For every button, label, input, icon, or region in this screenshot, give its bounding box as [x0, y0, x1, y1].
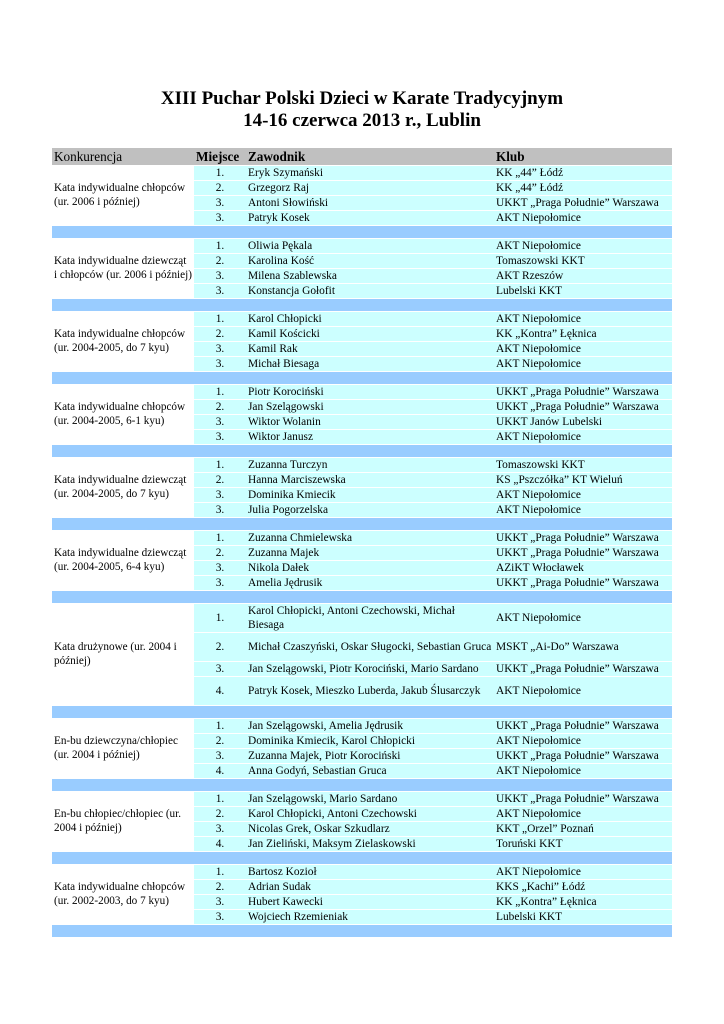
competitor-cell: Zuzanna Turczyn	[246, 458, 494, 473]
separator-bar	[52, 591, 672, 604]
competitor-cell: Hanna Marciszewska	[246, 473, 494, 488]
place-cell: 3.	[194, 430, 246, 445]
competitor-cell: Bartosz Kozioł	[246, 865, 494, 880]
competitor-cell: Kamil Rak	[246, 342, 494, 357]
club-cell: UKKT „Praga Południe” Warszawa	[494, 576, 672, 591]
separator-bar	[52, 372, 672, 385]
table-row	[52, 531, 672, 546]
header-klub: Klub	[494, 148, 672, 166]
table-row	[52, 792, 672, 807]
table-row	[52, 166, 672, 181]
competitor-cell: Zuzanna Chmielewska	[246, 531, 494, 546]
competitor-cell: Jan Zieliński, Maksym Zielaskowski	[246, 837, 494, 852]
competitor-cell: Konstancja Gołofit	[246, 284, 494, 299]
place-cell: 2.	[194, 546, 246, 561]
place-cell: 3.	[194, 357, 246, 372]
separator-bar	[52, 852, 672, 865]
place-cell: 2.	[194, 400, 246, 415]
category-separator	[52, 706, 672, 719]
category-name: Kata indywidualne chłopców (ur. 2004-2005, do 7 kyu)	[52, 312, 194, 372]
competitor-cell: Antoni Słowiński	[246, 196, 494, 211]
place-cell: 3.	[194, 822, 246, 837]
table-row	[52, 865, 672, 880]
competitor-cell: Kamil Kościcki	[246, 327, 494, 342]
place-cell: 2.	[194, 254, 246, 269]
competitor-cell: Patryk Kosek, Mieszko Luberda, Jakub Ślusarczyk	[246, 677, 494, 706]
table-row	[52, 604, 672, 633]
club-cell: KKS „Kachi” Łódź	[494, 880, 672, 895]
club-cell: UKKT „Praga Południe” Warszawa	[494, 719, 672, 734]
competitor-cell: Amelia Jędrusik	[246, 576, 494, 591]
competitor-cell: Grzegorz Raj	[246, 181, 494, 196]
separator-bar	[52, 925, 672, 938]
category-name: Kata indywidualne chłopców (ur. 2006 i później)	[52, 166, 194, 226]
category-separator	[52, 445, 672, 458]
competitor-cell: Zuzanna Majek	[246, 546, 494, 561]
club-cell: UKKT „Praga Południe” Warszawa	[494, 400, 672, 415]
category-name: Kata indywidualne dziewcząt (ur. 2004-2005, 6-4 kyu)	[52, 531, 194, 591]
place-cell: 3.	[194, 211, 246, 226]
table-row	[52, 458, 672, 473]
competitor-cell: Dominika Kmiecik, Karol Chłopicki	[246, 734, 494, 749]
place-cell: 2.	[194, 734, 246, 749]
competitor-cell: Adrian Sudak	[246, 880, 494, 895]
competitor-cell: Nicolas Grek, Oskar Szkudlarz	[246, 822, 494, 837]
competitor-cell: Karol Chłopicki, Antoni Czechowski	[246, 807, 494, 822]
place-cell: 3.	[194, 269, 246, 284]
results-table	[52, 148, 672, 938]
place-cell: 3.	[194, 415, 246, 430]
category-name: Kata indywidualne chłopców (ur. 2002-2003, do 7 kyu)	[52, 865, 194, 925]
competitor-cell: Piotr Korociński	[246, 385, 494, 400]
separator-bar	[52, 299, 672, 312]
competitor-cell: Hubert Kawecki	[246, 895, 494, 910]
category-name: Kata indywidualne chłopców (ur. 2004-2005, 6-1 kyu)	[52, 385, 194, 445]
competitor-cell: Karol Chłopicki, Antoni Czechowski, Michał Biesaga	[246, 604, 494, 633]
place-cell: 2.	[194, 473, 246, 488]
competitor-cell: Zuzanna Majek, Piotr Korociński	[246, 749, 494, 764]
separator-bar	[52, 779, 672, 792]
club-cell: AKT Niepołomice	[494, 430, 672, 445]
club-cell: AKT Niepołomice	[494, 488, 672, 503]
club-cell: KKT „Orzel” Poznań	[494, 822, 672, 837]
page-title: XIII Puchar Polski Dzieci w Karate Tradycyjnym	[160, 88, 564, 109]
club-cell: AKT Niepołomice	[494, 342, 672, 357]
category-name: Kata indywidualne dziewcząt i chłopców (ur. 2006 i później)	[52, 239, 194, 299]
club-cell: AKT Niepołomice	[494, 677, 672, 706]
club-cell: UKKT „Praga Południe” Warszawa	[494, 531, 672, 546]
club-cell: MSKT „Ai-Do” Warszawa	[494, 633, 672, 662]
place-cell: 3.	[194, 910, 246, 925]
category-separator	[52, 226, 672, 239]
club-cell: AKT Niepołomice	[494, 807, 672, 822]
competitor-cell: Anna Godyń, Sebastian Gruca	[246, 764, 494, 779]
table-row	[52, 385, 672, 400]
category-separator	[52, 925, 672, 938]
place-cell: 4.	[194, 837, 246, 852]
place-cell: 3.	[194, 284, 246, 299]
category-separator	[52, 518, 672, 531]
club-cell: Tomaszowski KKT	[494, 254, 672, 269]
club-cell: AKT Niepołomice	[494, 312, 672, 327]
place-cell: 3.	[194, 576, 246, 591]
competitor-cell: Jan Szelągowski	[246, 400, 494, 415]
page-subtitle: 14-16 czerwca 2013 r., Lublin	[243, 110, 481, 131]
table-row	[52, 719, 672, 734]
club-cell: KK „Kontra” Łęknica	[494, 895, 672, 910]
place-cell: 1.	[194, 239, 246, 254]
competitor-cell: Milena Szablewska	[246, 269, 494, 284]
club-cell: UKKT „Praga Południe” Warszawa	[494, 792, 672, 807]
competitor-cell: Oliwia Pękala	[246, 239, 494, 254]
place-cell: 1.	[194, 792, 246, 807]
competitor-cell: Wiktor Janusz	[246, 430, 494, 445]
category-separator	[52, 591, 672, 604]
club-cell: AZiKT Włocławek	[494, 561, 672, 576]
table-header-row	[52, 148, 672, 166]
competitor-cell: Jan Szelągowski, Mario Sardano	[246, 792, 494, 807]
category-separator	[52, 779, 672, 792]
place-cell: 2.	[194, 327, 246, 342]
place-cell: 3.	[194, 895, 246, 910]
competitor-cell: Karolina Kość	[246, 254, 494, 269]
competitor-cell: Michał Biesaga	[246, 357, 494, 372]
competitor-cell: Jan Szelągowski, Piotr Korociński, Mario Sardano	[246, 662, 494, 677]
club-cell: AKT Niepołomice	[494, 239, 672, 254]
club-cell: AKT Niepołomice	[494, 604, 672, 633]
club-cell: AKT Niepołomice	[494, 764, 672, 779]
competitor-cell: Michał Czaszyński, Oskar Sługocki, Sebastian Gruca	[246, 633, 494, 662]
club-cell: Tomaszowski KKT	[494, 458, 672, 473]
category-separator	[52, 852, 672, 865]
competitor-cell: Wiktor Wolanin	[246, 415, 494, 430]
competitor-cell: Eryk Szymański	[246, 166, 494, 181]
club-cell: Toruński KKT	[494, 837, 672, 852]
competitor-cell: Nikola Dałek	[246, 561, 494, 576]
place-cell: 3.	[194, 503, 246, 518]
header-konkurencja: Konkurencja	[52, 148, 194, 166]
place-cell: 2.	[194, 807, 246, 822]
club-cell: KK „Kontra” Łęknica	[494, 327, 672, 342]
place-cell: 3.	[194, 662, 246, 677]
competitor-cell: Dominika Kmiecik	[246, 488, 494, 503]
place-cell: 3.	[194, 488, 246, 503]
club-cell: KK „44” Łódź	[494, 166, 672, 181]
place-cell: 4.	[194, 764, 246, 779]
place-cell: 1.	[194, 531, 246, 546]
place-cell: 1.	[194, 385, 246, 400]
competitor-cell: Julia Pogorzelska	[246, 503, 494, 518]
club-cell: KK „44” Łódź	[494, 181, 672, 196]
place-cell: 2.	[194, 880, 246, 895]
club-cell: UKKT „Praga Południe” Warszawa	[494, 546, 672, 561]
separator-bar	[52, 706, 672, 719]
place-cell: 3.	[194, 196, 246, 211]
separator-bar	[52, 226, 672, 239]
club-cell: AKT Niepołomice	[494, 357, 672, 372]
club-cell: AKT Rzeszów	[494, 269, 672, 284]
club-cell: KS „Pszczółka” KT Wieluń	[494, 473, 672, 488]
separator-bar	[52, 445, 672, 458]
club-cell: Lubelski KKT	[494, 910, 672, 925]
competitor-cell: Jan Szelągowski, Amelia Jędrusik	[246, 719, 494, 734]
place-cell: 2.	[194, 181, 246, 196]
place-cell: 1.	[194, 865, 246, 880]
place-cell: 2.	[194, 633, 246, 662]
competitor-cell: Patryk Kosek	[246, 211, 494, 226]
category-separator	[52, 372, 672, 385]
club-cell: Lubelski KKT	[494, 284, 672, 299]
club-cell: UKKT „Praga Południe” Warszawa	[494, 385, 672, 400]
category-name: En-bu dziewczyna/chłopiec (ur. 2004 i później)	[52, 719, 194, 779]
place-cell: 1.	[194, 312, 246, 327]
club-cell: UKKT Janów Lubelski	[494, 415, 672, 430]
header-zawodnik: Zawodnik	[246, 148, 494, 166]
table-row	[52, 312, 672, 327]
table-row	[52, 239, 672, 254]
place-cell: 1.	[194, 458, 246, 473]
place-cell: 3.	[194, 749, 246, 764]
place-cell: 1.	[194, 166, 246, 181]
competitor-cell: Karol Chłopicki	[246, 312, 494, 327]
competitor-cell: Wojciech Rzemieniak	[246, 910, 494, 925]
club-cell: UKKT „Praga Południe” Warszawa	[494, 662, 672, 677]
club-cell: AKT Niepołomice	[494, 503, 672, 518]
separator-bar	[52, 518, 672, 531]
place-cell: 1.	[194, 719, 246, 734]
place-cell: 4.	[194, 677, 246, 706]
club-cell: UKKT „Praga Południe” Warszawa	[494, 749, 672, 764]
place-cell: 3.	[194, 342, 246, 357]
place-cell: 1.	[194, 604, 246, 633]
category-name: Kata indywidualne dziewcząt (ur. 2004-2005, do 7 kyu)	[52, 458, 194, 518]
club-cell: AKT Niepołomice	[494, 211, 672, 226]
category-name: Kata drużynowe (ur. 2004 i później)	[52, 604, 194, 706]
header-miejsce: Miejsce	[194, 148, 246, 166]
category-separator	[52, 299, 672, 312]
club-cell: AKT Niepołomice	[494, 865, 672, 880]
club-cell: AKT Niepołomice	[494, 734, 672, 749]
category-name: En-bu chłopiec/chłopiec (ur. 2004 i później)	[52, 792, 194, 852]
place-cell: 3.	[194, 561, 246, 576]
club-cell: UKKT „Praga Południe” Warszawa	[494, 196, 672, 211]
